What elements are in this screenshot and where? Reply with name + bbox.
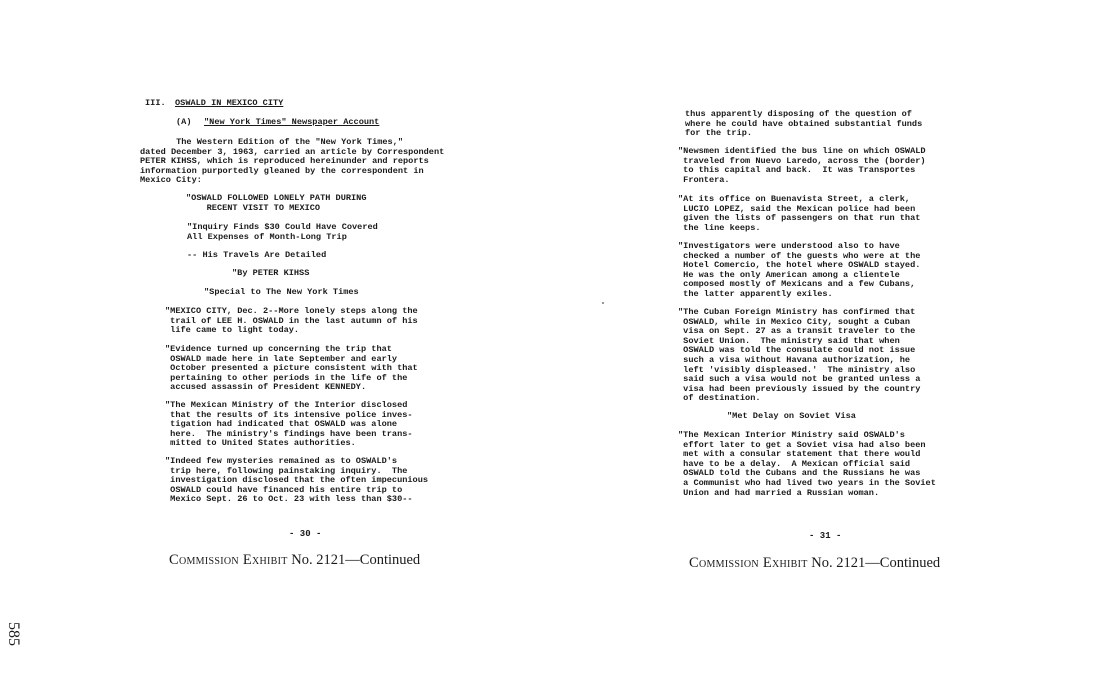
article-paragraph-1: "MEXICO CITY, Dec. 2--More lonely steps along the trail of LEE H. OSWALD in the last autumn of his life came to light today. — [165, 306, 418, 336]
article-paragraph-continued: thus apparently disposing of the question of where he could have obtained substantial funds for the trip. — [685, 109, 923, 139]
article-subhead: "Inquiry Finds $30 Could Have Covered All Expenses of Month-Long Trip — [187, 222, 378, 242]
article-paragraph-2: "Evidence turned up concerning the trip that OSWALD made here in late September and early October presented a picture consistent with that pertaining to other periods in the life of the accused assassin of President KENNEDY. — [165, 344, 418, 393]
subheading-letter: (A) — [176, 117, 192, 127]
article-byline: "By PETER KIHSS — [232, 268, 310, 278]
article-paragraph-3: "The Mexican Ministry of the Interior disclosed that the results of its intensive police inves- tigation had indicated that OSWALD was alone here. The ministry's findings have been trans- mitted to United States authorities. — [165, 400, 413, 449]
exhibit-caption-title: Commission Exhibit — [169, 552, 288, 568]
article-paragraph-hotel: "Investigators were understood also to have checked a number of the guests who were at the Hotel Comercio, the hotel where OSWALD stayed. He was the only American among a clientele composed mostly of Mexicans and a few Cubans, the latter apparently exiles. — [678, 241, 921, 299]
article-paragraph-bus-line: "Newsmen identified the bus line on which OSWALD traveled from Nuevo Laredo, across the (border) to this capital and back. It was Transportes Frontera. — [678, 146, 926, 185]
article-dateline: "Special to The New York Times — [204, 287, 359, 297]
subheading: "New York Times" Newspaper Account — [204, 117, 380, 127]
right-page — [547, 0, 1094, 691]
page-number: - 31 - — [809, 531, 842, 541]
exhibit-caption-number: No. 2121—Continued — [291, 552, 421, 568]
article-paragraph-cuban-visa: "The Cuban Foreign Ministry has confirmed that OSWALD, while in Mexico City, sought a Cuban visa on Sept. 27 as a transit traveler to the Soviet Union. The ministry said that when OSWALD was told the consulate could not issue such a visa without Havana authorization, he left 'visibly displeased.' The ministry also said such a visa would not be granted unless a visa had been previously issued by the country of destination. — [678, 307, 921, 404]
exhibit-caption — [689, 555, 940, 572]
exhibit-caption-title: Commission Exhibit — [689, 555, 808, 571]
intro-paragraph: The Western Edition of the "New York Times," dated December 3, 1963, carried an article by Correspondent PETER KIHSS, which is reproduced hereinunder and reports information purportedly gleaned by the correspondent in Mexico City: — [140, 137, 445, 186]
side-page-number: 585 — [5, 622, 22, 646]
section-heading: OSWALD IN MEXICO CITY — [175, 98, 284, 108]
page-number: - 30 - — [289, 529, 322, 539]
article-subhead-soviet: "Met Delay on Soviet Visa — [727, 411, 856, 421]
article-paragraph-4: "Indeed few mysteries remained as to OSWALD's trip here, following painstaking inquiry. The investigation disclosed that the often impecunious OSWALD could have financed his entire trip to Mexico Sept. 26 to Oct. 23 with less than $30-- — [165, 456, 429, 505]
exhibit-caption — [169, 552, 420, 569]
section-heading-number: III. — [145, 98, 166, 108]
article-paragraph-clerk: "At its office on Buenavista Street, a clerk, LUCIO LOPEZ, said the Mexican police had been given the lists of passengers on that run that the line keeps. — [678, 194, 921, 233]
article-subhead-2: -- His Travels Are Detailed — [187, 250, 327, 260]
exhibit-caption-number: No. 2121—Continued — [811, 555, 941, 571]
article-paragraph-soviet-visa: "The Mexican Interior Ministry said OSWALD's effort later to get a Soviet visa had also been met with a consular statement that there would have to be a delay. A Mexican official said OSWALD told the Cubans and the Russians he was a Communist who had lived two years in the Soviet Union and had married a Russian woman. — [678, 430, 936, 498]
article-headline: "OSWALD FOLLOWED LONELY PATH DURING RECENT VISIT TO MEXICO — [186, 193, 367, 213]
